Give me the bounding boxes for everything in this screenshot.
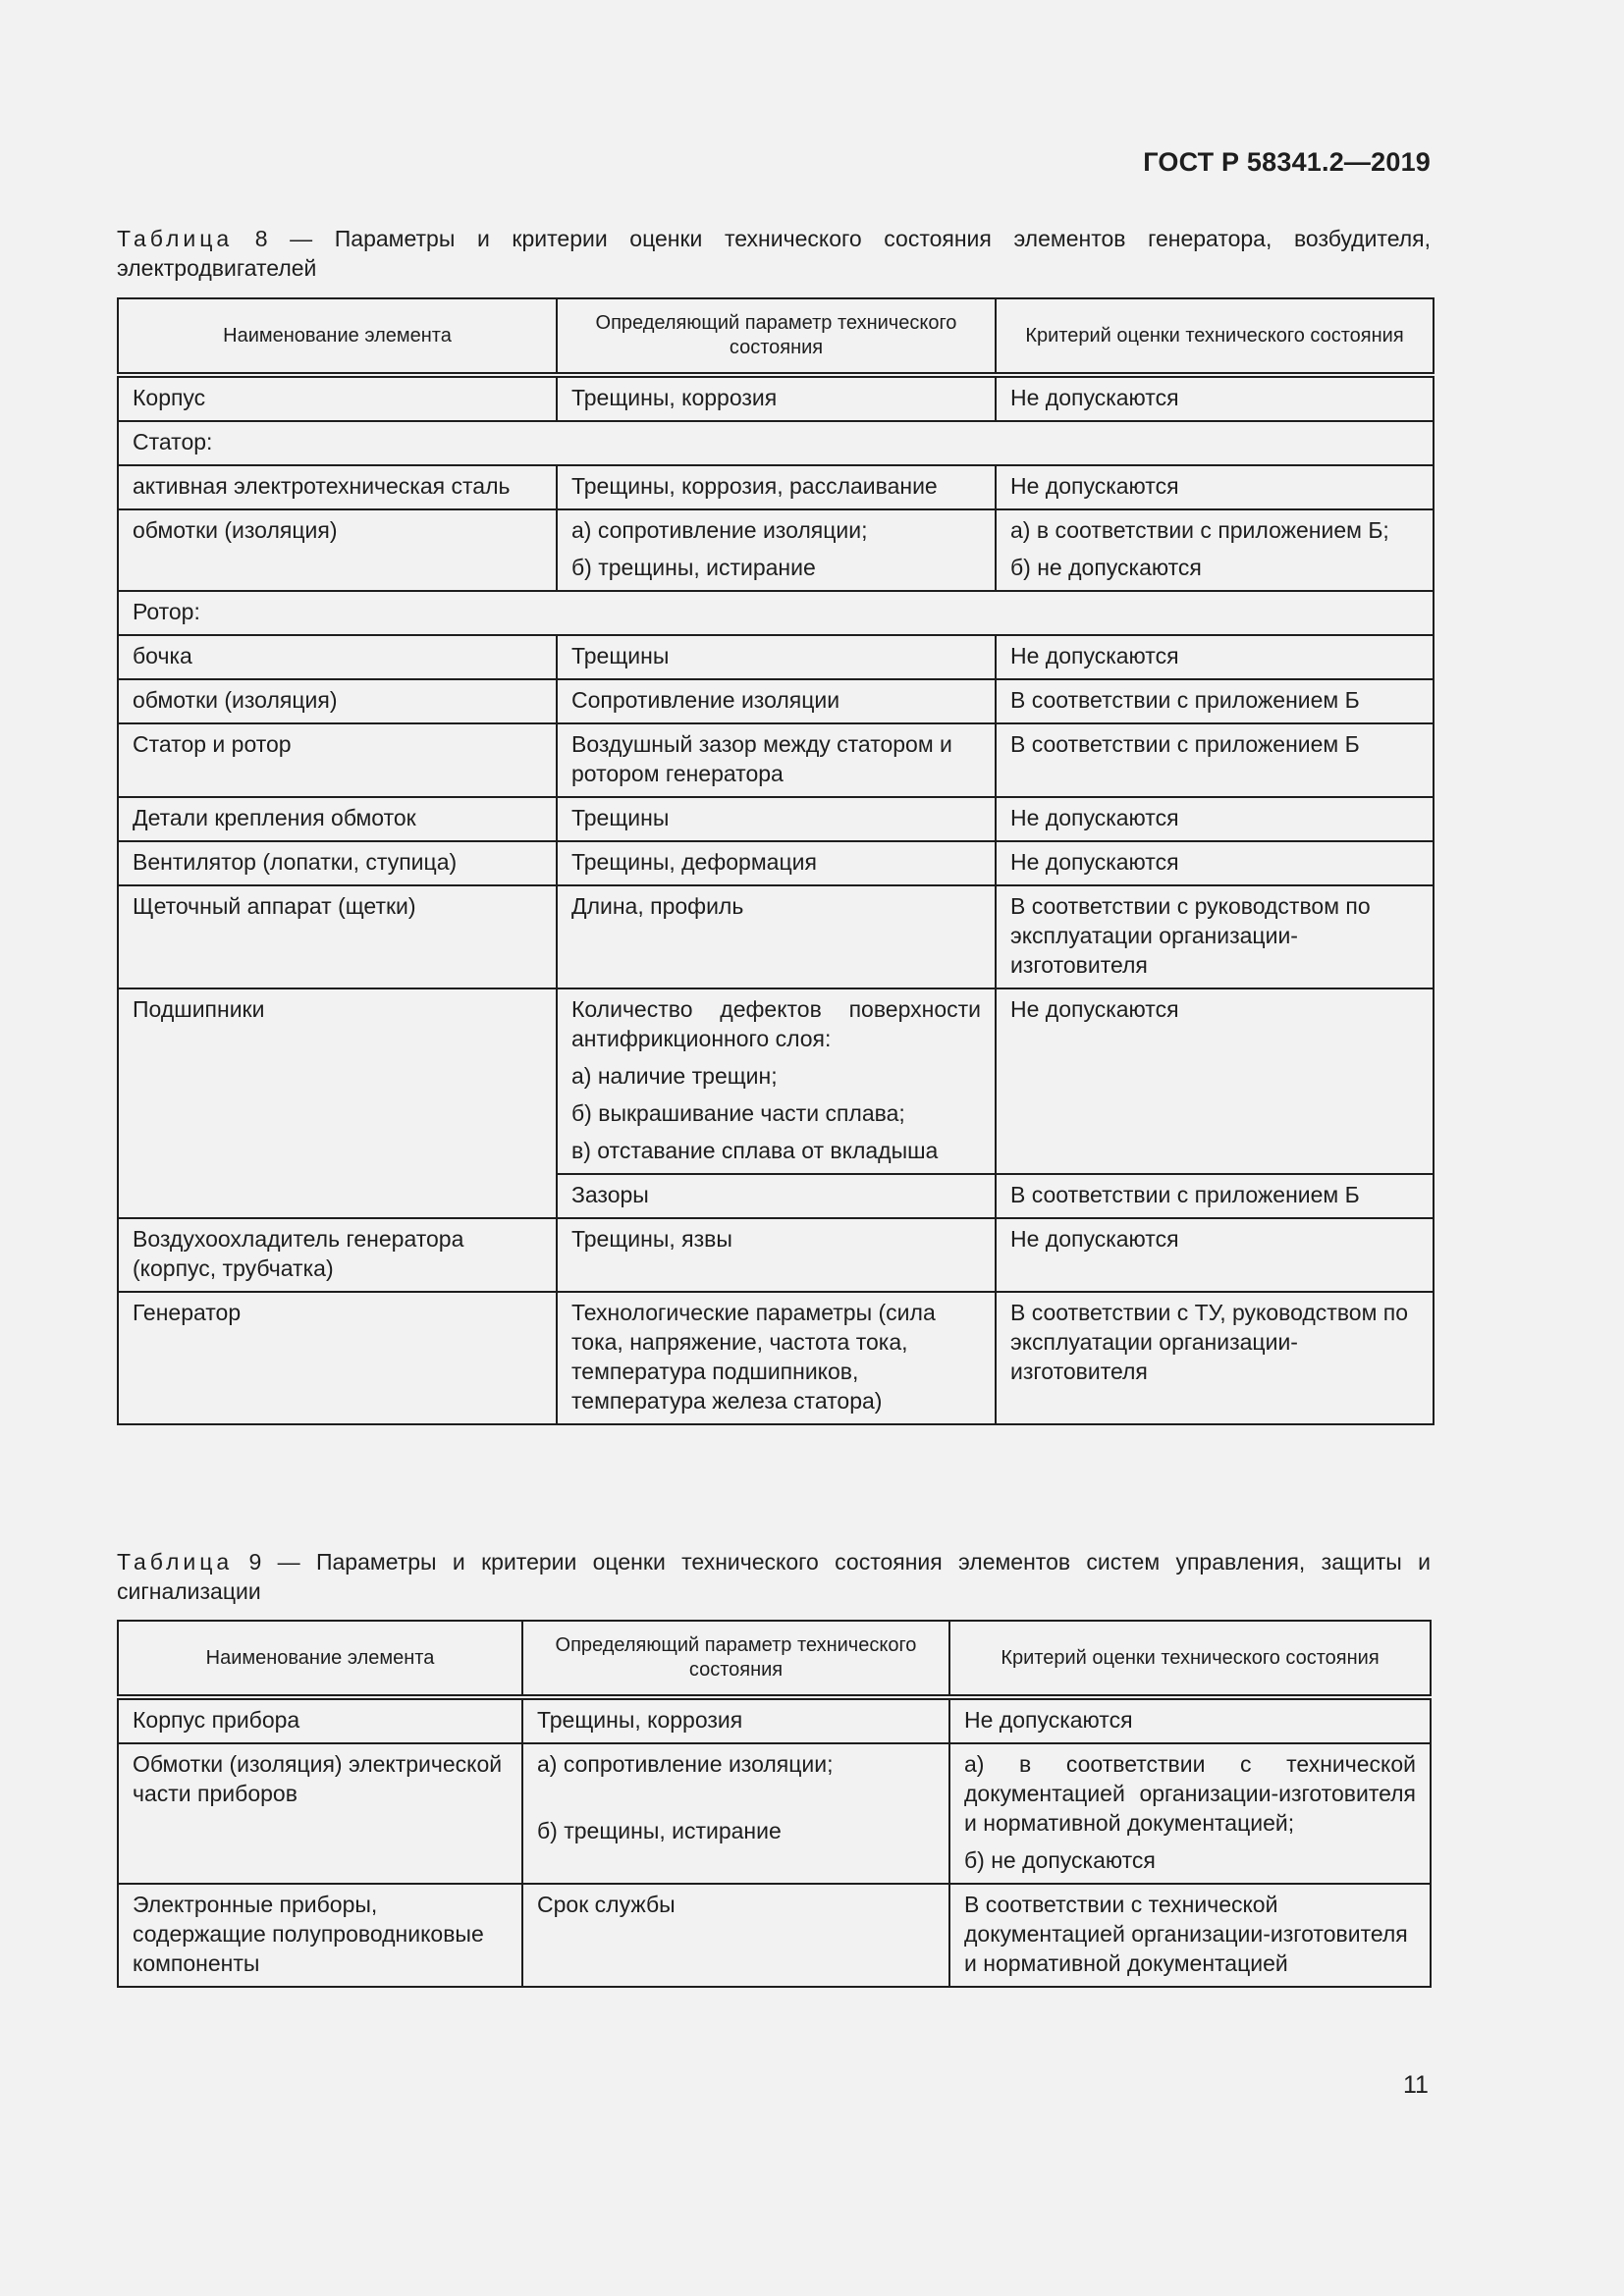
table-row <box>118 591 1434 635</box>
param-item: а) наличие трещин; <box>571 1063 778 1089</box>
table-row <box>118 1218 1434 1292</box>
cell-parameter: Трещины <box>557 797 996 841</box>
table-row <box>118 797 1434 841</box>
param-item: Количество дефектов поверхности антифрикционного слоя: <box>571 996 981 1051</box>
cell-criterion: Не допускаются <box>949 1697 1431 1743</box>
param-item: б) трещины, истирание <box>537 1818 782 1843</box>
cell-criterion: В соответствии с ТУ, руководством по эксплуатации организации-изготовителя <box>996 1292 1434 1424</box>
cell-criterion: В соответствии с приложением Б <box>996 723 1434 797</box>
cell-criterion: Не допускаются <box>996 988 1434 1174</box>
criterion-item: б) не допускаются <box>964 1847 1156 1873</box>
table-row <box>118 723 1434 797</box>
cell-parameter: Технологические параметры (сила тока, напряжение, частота тока, температура подшипников, температура железа статора) <box>557 1292 996 1424</box>
cell-criterion: Не допускаются <box>996 797 1434 841</box>
column-header-parameter: Определяющий параметр технического состояния <box>557 298 996 375</box>
cell-criterion: В соответствии с приложением Б <box>996 1174 1434 1218</box>
cell-criterion: Не допускаются <box>996 1218 1434 1292</box>
table-row <box>118 509 1434 591</box>
cell-parameter: Трещины <box>557 635 996 679</box>
table8-caption-text: 8 — Параметры и критерии оценки технического состояния элементов генератора, возбудителя, электродвигателей <box>117 226 1431 281</box>
cell-element: Корпус <box>118 375 557 421</box>
table-row <box>118 988 1434 1174</box>
cell-parameter: Срок службы <box>522 1884 949 1987</box>
criterion-item: а) в соответствии с приложением Б; <box>1010 517 1389 543</box>
cell-element: Статор и ротор <box>118 723 557 797</box>
param-item: б) трещины, истирание <box>571 555 816 580</box>
cell-criterion: Не допускаются <box>996 841 1434 885</box>
table-row <box>118 1884 1431 1987</box>
table-row <box>118 375 1434 421</box>
cell-element: Корпус прибора <box>118 1697 522 1743</box>
column-header-parameter: Определяющий параметр технического состояния <box>522 1621 949 1697</box>
page-number: 11 <box>1403 2071 1429 2099</box>
criterion-item: а) в соответствии с технической документацией организации-изготовителя и нормативной документацией; <box>964 1751 1416 1836</box>
cell-parameter <box>557 988 996 1174</box>
cell-parameter: Трещины, коррозия <box>557 375 996 421</box>
table-row <box>118 1292 1434 1424</box>
cell-criterion: В соответствии с технической документацией организации-изготовителя и нормативной документацией <box>949 1884 1431 1987</box>
cell-element: Подшипники <box>118 988 557 1218</box>
section-heading-stator: Статор: <box>118 421 1434 465</box>
cell-criterion <box>949 1743 1431 1884</box>
cell-element: Воздухоохладитель генератора (корпус, трубчатка) <box>118 1218 557 1292</box>
param-item: а) сопротивление изоляции; <box>571 517 868 543</box>
cell-parameter: Воздушный зазор между статором и ротором генератора <box>557 723 996 797</box>
cell-parameter: Зазоры <box>557 1174 996 1218</box>
cell-element: Обмотки (изоляция) электрической части приборов <box>118 1743 522 1884</box>
table-row <box>118 465 1434 509</box>
cell-criterion: Не допускаются <box>996 465 1434 509</box>
table-row <box>118 635 1434 679</box>
table-row <box>118 841 1434 885</box>
document-code: ГОСТ Р 58341.2—2019 <box>1143 147 1431 177</box>
cell-criterion: В соответствии с руководством по эксплуатации организации-изготовителя <box>996 885 1434 988</box>
cell-element: обмотки (изоляция) <box>118 679 557 723</box>
cell-criterion: Не допускаются <box>996 635 1434 679</box>
param-item: а) сопротивление изоляции; <box>537 1751 834 1777</box>
criterion-item: б) не допускаются <box>1010 555 1202 580</box>
cell-element: бочка <box>118 635 557 679</box>
cell-parameter: Сопротивление изоляции <box>557 679 996 723</box>
param-item: в) отставание сплава от вкладыша <box>571 1138 939 1163</box>
cell-criterion: Не допускаются <box>996 375 1434 421</box>
cell-parameter: Трещины, коррозия, расслаивание <box>557 465 996 509</box>
table8-caption-label: Таблица <box>117 226 234 251</box>
cell-parameter: Длина, профиль <box>557 885 996 988</box>
table-8 <box>117 297 1435 1425</box>
section-heading-rotor: Ротор: <box>118 591 1434 635</box>
column-header-element: Наименование элемента <box>118 298 557 375</box>
column-header-element: Наименование элемента <box>118 1621 522 1697</box>
column-header-criterion: Критерий оценки технического состояния <box>949 1621 1431 1697</box>
table-row <box>118 421 1434 465</box>
cell-criterion <box>996 509 1434 591</box>
cell-element: Детали крепления обмоток <box>118 797 557 841</box>
cell-element: активная электротехническая сталь <box>118 465 557 509</box>
table-row <box>118 1697 1431 1743</box>
cell-element: Генератор <box>118 1292 557 1424</box>
cell-parameter: Трещины, коррозия <box>522 1697 949 1743</box>
cell-element: Щеточный аппарат (щетки) <box>118 885 557 988</box>
table-row <box>118 885 1434 988</box>
param-item: б) выкрашивание части сплава; <box>571 1100 905 1126</box>
cell-parameter: Трещины, деформация <box>557 841 996 885</box>
cell-element: Электронные приборы, содержащие полупроводниковые компоненты <box>118 1884 522 1987</box>
table9-caption-label: Таблица <box>117 1549 234 1575</box>
table-row <box>118 679 1434 723</box>
cell-criterion: В соответствии с приложением Б <box>996 679 1434 723</box>
cell-parameter: Трещины, язвы <box>557 1218 996 1292</box>
table-9 <box>117 1620 1432 1988</box>
table9-caption <box>117 1547 1431 1606</box>
cell-parameter <box>522 1743 949 1884</box>
table9-caption-text: 9 — Параметры и критерии оценки технического состояния элементов систем управления, защиты и сигнализации <box>117 1549 1431 1604</box>
table8-caption <box>117 224 1431 283</box>
cell-parameter <box>557 509 996 591</box>
table-row <box>118 1743 1431 1884</box>
cell-element: Вентилятор (лопатки, ступица) <box>118 841 557 885</box>
column-header-criterion: Критерий оценки технического состояния <box>996 298 1434 375</box>
cell-element: обмотки (изоляция) <box>118 509 557 591</box>
